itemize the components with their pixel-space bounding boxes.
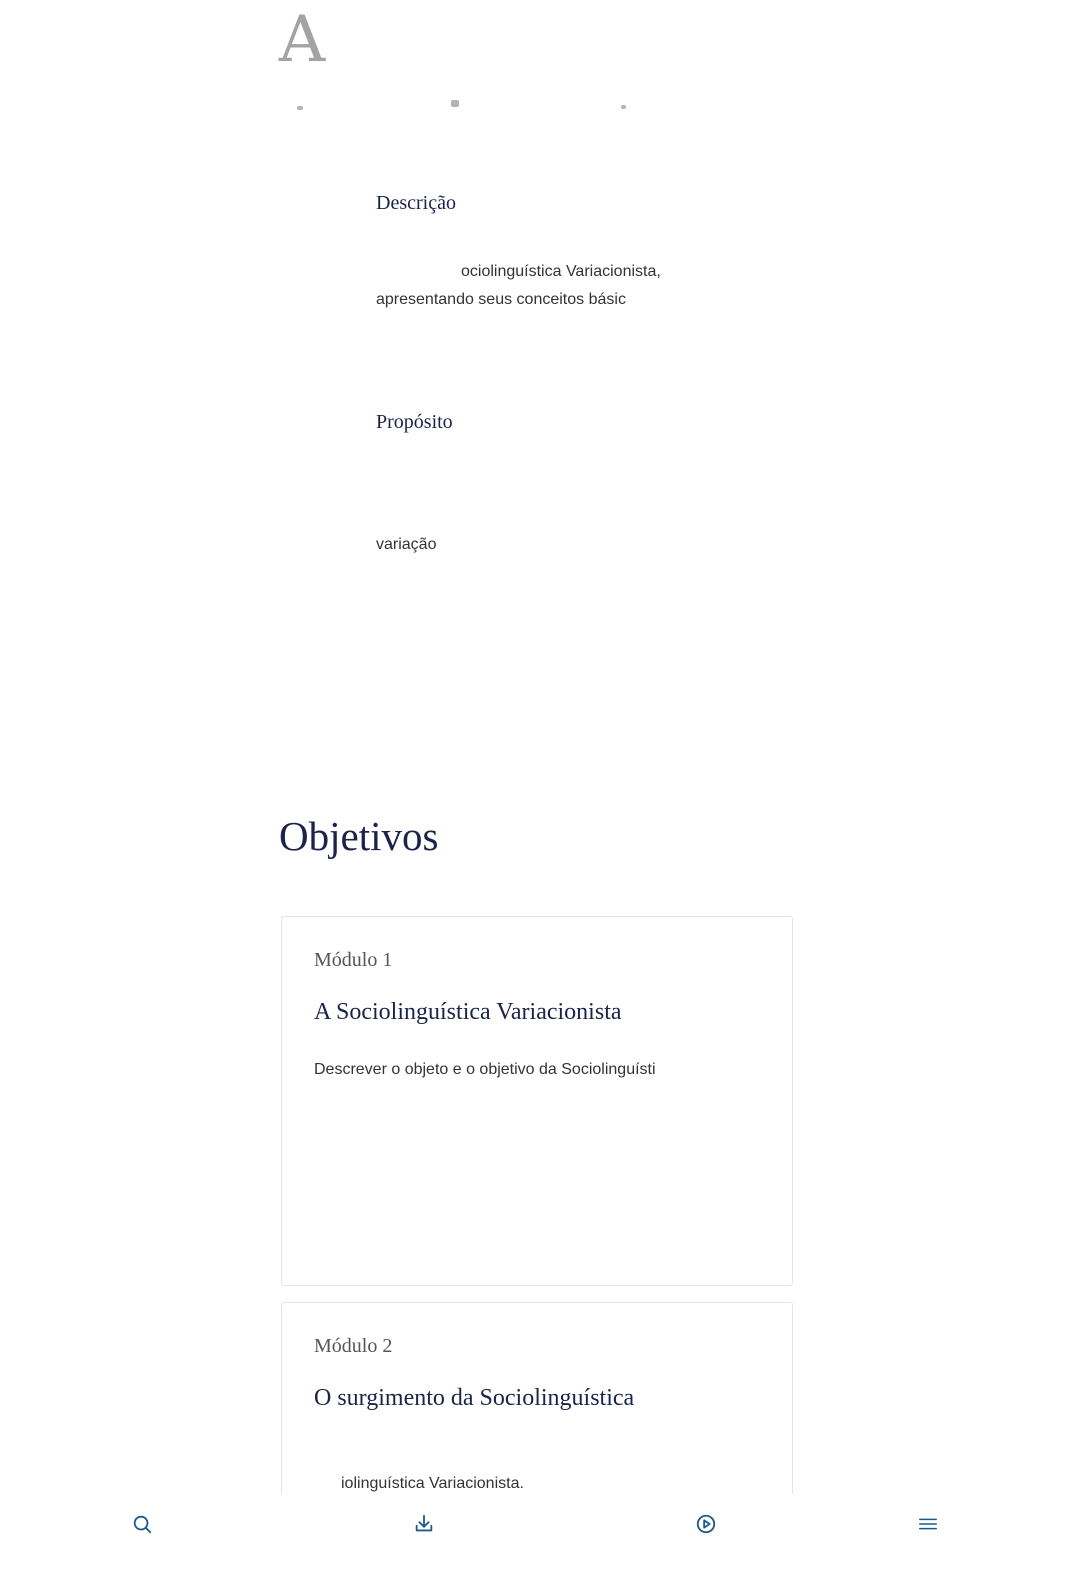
play-button[interactable]: [686, 1504, 726, 1544]
title-fragment: [451, 100, 459, 107]
proposito-label: Propósito: [376, 411, 453, 433]
module-description: Descrever o objeto e o objetivo da Sociolinguísti: [314, 1061, 656, 1078]
bottom-navigation-bar: [0, 1494, 1079, 1572]
module-number: Módulo 2: [314, 1335, 393, 1357]
page-title-initial: A: [279, 3, 326, 77]
search-button[interactable]: [122, 1504, 162, 1544]
descricao-line-2: apresentando seus conceitos básic: [376, 291, 626, 308]
module-title: A Sociolinguística Variacionista: [314, 999, 622, 1025]
module-card-2[interactable]: [281, 1302, 793, 1522]
module-title: O surgimento da Sociolinguística: [314, 1385, 635, 1411]
play-icon: [695, 1513, 717, 1535]
menu-icon: [917, 1513, 939, 1535]
menu-button[interactable]: [908, 1504, 948, 1544]
search-icon: [131, 1513, 153, 1535]
module-description: iolinguística Variacionista.: [341, 1475, 524, 1492]
objetivos-title: Objetivos: [279, 813, 439, 859]
descricao-line-1: ociolinguística Variacionista,: [461, 263, 661, 280]
download-icon: [413, 1513, 435, 1535]
module-number: Módulo 1: [314, 949, 393, 971]
download-button[interactable]: [404, 1504, 444, 1544]
proposito-line-1: variação: [376, 536, 437, 553]
descricao-label: Descrição: [376, 192, 456, 214]
page-title-fragments: [279, 98, 639, 112]
module-card-1[interactable]: [281, 916, 793, 1286]
title-fragment: [297, 106, 303, 110]
title-fragment: [621, 105, 626, 109]
